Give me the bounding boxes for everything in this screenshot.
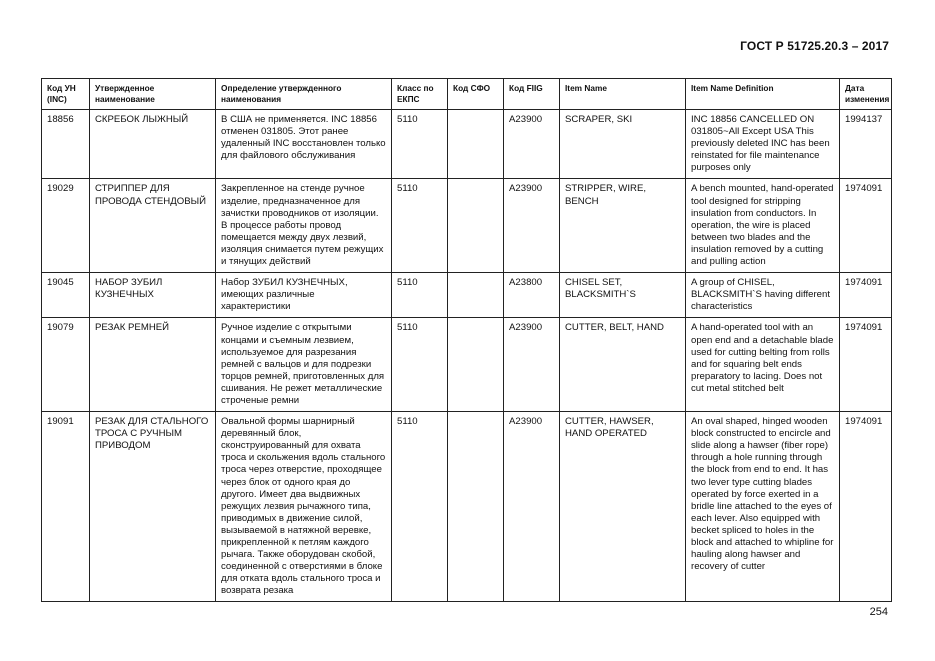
cell-name-ru: НАБОР ЗУБИЛ КУЗНЕЧНЫХ	[90, 273, 216, 318]
document-title: ГОСТ Р 51725.20.3 – 2017	[740, 39, 889, 53]
col-header-fiig: Код FIIG	[504, 79, 560, 110]
cell-sfo	[448, 412, 504, 602]
cell-item-definition: A group of CHISEL, BLACKSMITH`S having different characteristics	[686, 273, 840, 318]
cell-fiig: A23900	[504, 412, 560, 602]
cell-inc: 19045	[42, 273, 90, 318]
cell-date: 1994137	[840, 110, 892, 179]
cell-item-definition: INC 18856 CANCELLED ON 031805~All Except USA This previously deleted INC has been reinstated for file maintenance purposes only	[686, 110, 840, 179]
header-row	[42, 79, 892, 110]
cell-definition-ru: Ручное изделие с открытыми концами и съемным лезвием, используемое для разрезания ремней с вальцов и для подрезки торцов ремней, приготовленных для сшивания. Не режет металлические строченые ремни	[216, 318, 392, 412]
cell-ekps: 5110	[392, 110, 448, 179]
cell-item-definition: A hand-operated tool with an open end and a detachable blade used for cutting belting from rolls and for squaring belt ends preparatory to lacing. Does not cut metal stitched belt	[686, 318, 840, 412]
cell-sfo	[448, 110, 504, 179]
cell-ekps: 5110	[392, 273, 448, 318]
col-header-sfo: Код СФО	[448, 79, 504, 110]
table-row	[42, 412, 892, 602]
cell-inc: 18856	[42, 110, 90, 179]
cell-name-ru: СТРИППЕР ДЛЯ ПРОВОДА СТЕНДОВЫЙ	[90, 179, 216, 273]
cell-fiig: A23900	[504, 110, 560, 179]
cell-date: 1974091	[840, 179, 892, 273]
nomenclature-table	[41, 78, 892, 602]
cell-ekps: 5110	[392, 412, 448, 602]
cell-ekps: 5110	[392, 318, 448, 412]
cell-item-name: CUTTER, BELT, HAND	[560, 318, 686, 412]
cell-sfo	[448, 318, 504, 412]
cell-inc: 19029	[42, 179, 90, 273]
table-row	[42, 179, 892, 273]
cell-fiig: A23800	[504, 273, 560, 318]
table-row	[42, 273, 892, 318]
cell-item-definition: An oval shaped, hinged wooden block constructed to encircle and slide along a hawser (fiber rope) through a hole running through the block from end to end. It has two lever type cutting blades operated by force exerted in a bridle line attached to the eyes of each lever. Also equipped with becket spliced to holes in the block and attached to whipline for hauling along hawser and recovery of cutter	[686, 412, 840, 602]
cell-inc: 19091	[42, 412, 90, 602]
cell-name-ru: СКРЕБОК ЛЫЖНЫЙ	[90, 110, 216, 179]
cell-sfo	[448, 179, 504, 273]
cell-name-ru: РЕЗАК РЕМНЕЙ	[90, 318, 216, 412]
cell-item-name: STRIPPER, WIRE, BENCH	[560, 179, 686, 273]
cell-definition-ru: Овальной формы шарнирный деревянный блок, сконструированный для охвата троса и скольжения вдоль стального троса через отверстие, проходящее через блок от одного края до другого. Имеет два выдвижных режущих лезвия рычажного типа, приводимых в движение силой, вызываемой в натяжной веревке, прикрепленной к петлям каждого рычага. Также оборудован скобой, соединенной с отверстиями в блоке для отката вдоль стального троса и возврата резака	[216, 412, 392, 602]
cell-ekps: 5110	[392, 179, 448, 273]
cell-item-name: CUTTER, HAWSER, HAND OPERATED	[560, 412, 686, 602]
cell-fiig: A23900	[504, 179, 560, 273]
cell-definition-ru: Закрепленное на стенде ручное изделие, предназначенное для зачистки проводников от изоляции. В процессе работы провод помещается между двух лезвий, изоляция снимается путем режущих и тянущих действий	[216, 179, 392, 273]
cell-item-name: SCRAPER, SKI	[560, 110, 686, 179]
cell-definition-ru: В США не применяется. INC 18856 отменен 031805. Этот ранее удаленный INC восстановлен только для файлового обслуживания	[216, 110, 392, 179]
col-header-inc: Код УН (INC)	[42, 79, 90, 110]
cell-date: 1974091	[840, 412, 892, 602]
col-header-date: Дата изменения	[840, 79, 892, 110]
col-header-name-ru: Утвержденное наименование	[90, 79, 216, 110]
col-header-definition-ru: Определение утвержденного наименования	[216, 79, 392, 110]
page-number: 254	[869, 606, 888, 618]
col-header-item-name: Item Name	[560, 79, 686, 110]
table-row	[42, 318, 892, 412]
cell-name-ru: РЕЗАК ДЛЯ СТАЛЬНОГО ТРОСА С РУЧНЫМ ПРИВОДОМ	[90, 412, 216, 602]
cell-item-definition: A bench mounted, hand-operated tool designed for stripping insulation from conductors. In operation, the wire is placed between two blades and the insulation removed by a cutting and pulling action	[686, 179, 840, 273]
cell-fiig: A23900	[504, 318, 560, 412]
cell-date: 1974091	[840, 318, 892, 412]
cell-definition-ru: Набор ЗУБИЛ КУЗНЕЧНЫХ, имеющих различные характеристики	[216, 273, 392, 318]
cell-item-name: CHISEL SET, BLACKSMITH`S	[560, 273, 686, 318]
table-row	[42, 110, 892, 179]
cell-sfo	[448, 273, 504, 318]
col-header-ekps: Класс по ЕКПС	[392, 79, 448, 110]
col-header-item-definition: Item Name Definition	[686, 79, 840, 110]
cell-date: 1974091	[840, 273, 892, 318]
cell-inc: 19079	[42, 318, 90, 412]
